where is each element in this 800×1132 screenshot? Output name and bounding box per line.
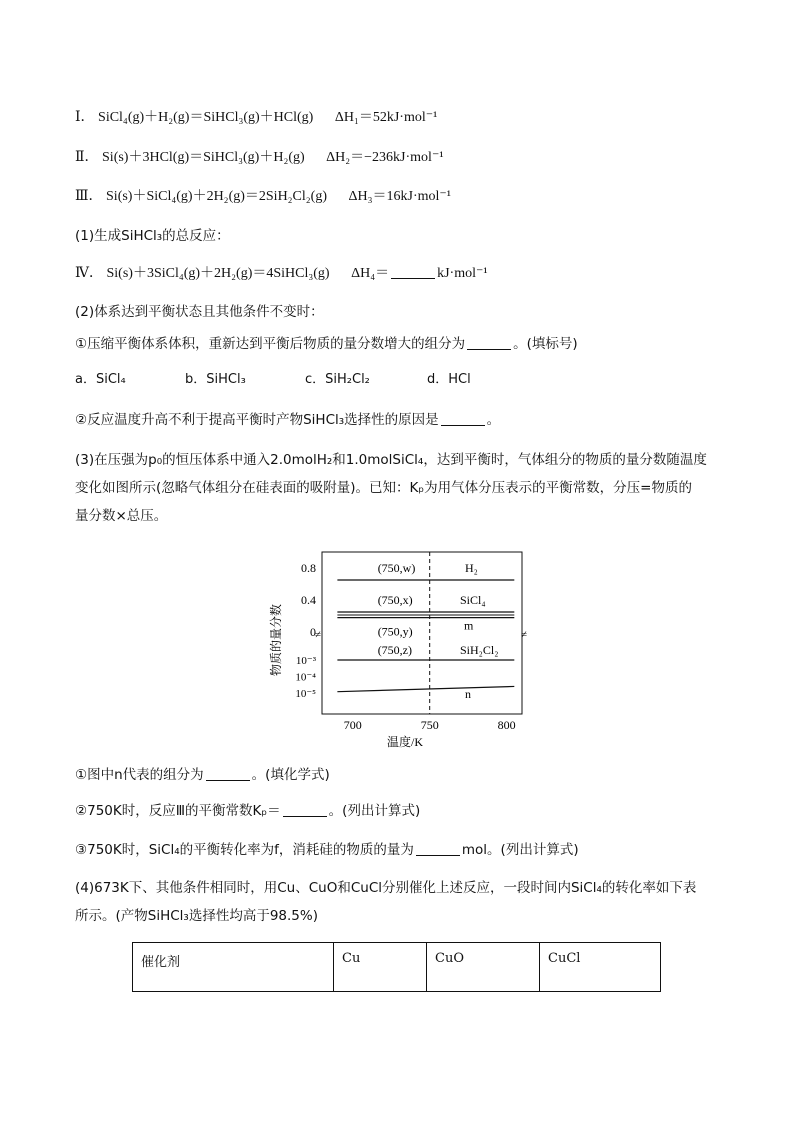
q3-sub3 (75, 840, 579, 860)
y-tick-label: 0.8 (301, 561, 316, 575)
q3-sub3-suffix: mol。(列出计算式) (461, 842, 579, 858)
answer-blank-q2-2[interactable] (441, 413, 485, 426)
point-label: (750,x) (377, 593, 413, 607)
q3-line1: (3)在压强为p₀的恒压体系中通入2.0molH₂和1.0molSiCl₄，达到平衡时，气体组分的物质的量分数随温度 (75, 452, 707, 468)
point-label: (750,w) (377, 561, 416, 575)
answer-blank-q3-2[interactable] (283, 804, 327, 817)
reaction-1-enthalpy: ΔH₁＝52kJ·mol⁻¹ (334, 110, 438, 125)
y-tick-label: 10⁻⁵ (295, 688, 316, 700)
option-c[interactable]: c．SiH₂Cl₂ (305, 372, 370, 387)
reaction-2-number: Ⅱ． (75, 150, 99, 165)
reaction-2-equation: Si(s)＋3HCl(g)＝SiHCl₃(g)＋H₂(g) (102, 150, 305, 165)
answer-blank-q3-3[interactable] (416, 843, 460, 856)
point-label: (750,z) (377, 643, 413, 657)
q2-sub1 (75, 334, 578, 354)
y-tick-label: 0 (310, 625, 316, 639)
q2-sub1-text: ①压缩平衡体系体积，重新达到平衡后物质的量分数增大的组分为 (75, 336, 466, 352)
series-name-label: SiCl₄ (460, 593, 486, 607)
q4-line2: 所示。(产物SiHCl₃选择性均高于98.5%) (75, 908, 318, 924)
y-axis-label: 物质的量分数 (269, 603, 283, 677)
table-header-cucl: CuCl (540, 943, 661, 992)
reaction-1-number: Ⅰ． (75, 110, 95, 125)
point-label: (750,y) (377, 624, 413, 639)
reaction-1-equation: SiCl₄(g)＋H₂(g)＝SiHCl₃(g)＋HCl(g) (98, 110, 314, 125)
x-axis-label: 温度/K (386, 735, 424, 748)
mole-fraction-chart (260, 548, 550, 748)
table-header-cu: Cu (334, 943, 427, 992)
reaction-4-number: Ⅳ． (75, 266, 103, 281)
reaction-3 (75, 187, 451, 207)
answer-blank-q3-1[interactable] (206, 768, 250, 781)
q3-line2: 变化如图所示(忽略气体组分在硅表面的吸附量)。已知：Kₚ为用气体分压表示的平衡常数，分压=物质的 (75, 480, 692, 496)
x-tick-label: 750 (420, 718, 439, 732)
q3-sub2 (75, 801, 420, 821)
y-tick-label: 10⁻⁴ (295, 671, 316, 684)
answer-blank-q2-1[interactable] (467, 337, 511, 350)
q2-sub2-suffix: 。 (486, 412, 501, 428)
q2-intro: (2)体系达到平衡状态且其他条件不变时： (75, 304, 324, 320)
q3-sub1 (75, 765, 330, 785)
q3-sub1-text: ①图中n代表的组分为 (75, 767, 204, 783)
table-row (133, 943, 661, 992)
axis-break-right: ≠ (520, 629, 528, 641)
series-name-label: m (464, 618, 474, 633)
reaction-4-enthalpy-prefix: ΔH₄＝ (351, 266, 390, 281)
x-tick-label: 700 (343, 718, 362, 732)
series-name-label: SiH₂Cl₂ (460, 643, 499, 657)
reaction-3-enthalpy: ΔH₃＝16kJ·mol⁻¹ (348, 189, 451, 204)
q3-sub3-text: ③750K时，SiCl₄的平衡转化率为f，消耗硅的物质的量为 (75, 842, 414, 858)
reaction-1 (75, 108, 437, 128)
y-tick-label: 0.4 (301, 593, 316, 607)
q1-intro: (1)生成SiHCl₃的总反应： (75, 228, 230, 244)
q3-sub2-text: ②750K时，反应Ⅲ的平衡常数Kₚ＝ (75, 803, 281, 819)
series-name-label: H₂ (465, 561, 478, 575)
answer-blank-dh4[interactable] (391, 266, 435, 279)
x-tick-label: 800 (497, 718, 516, 732)
table-header-cuo: CuO (427, 943, 540, 992)
q2-sub1-suffix: 。(填标号) (513, 336, 578, 352)
option-d[interactable]: d．HCl (427, 372, 471, 387)
series-name-label: n (465, 687, 471, 702)
q3-line3: 量分数×总压。 (75, 508, 168, 524)
reaction-3-equation: Si(s)＋SiCl₄(g)＋2H₂(g)＝2SiH₂Cl₂(g) (106, 189, 327, 204)
reaction-4-enthalpy-unit: kJ·mol⁻¹ (437, 266, 488, 281)
q2-options (75, 370, 471, 390)
reaction-4 (75, 264, 488, 284)
q2-sub2 (75, 410, 500, 430)
q3-sub1-suffix: 。(填化学式) (251, 767, 330, 783)
q2-sub2-text: ②反应温度升高不利于提高平衡时产物SiHCl₃选择性的原因是 (75, 412, 439, 428)
reaction-4-equation: Si(s)＋3SiCl₄(g)＋2H₂(g)＝4SiHCl₃(g) (106, 266, 330, 281)
option-a[interactable]: a．SiCl₄ (75, 372, 126, 387)
series-line-5 (337, 686, 514, 691)
q4-line1: (4)673K下、其他条件相同时，用Cu、CuO和CuCl分别催化上述反应，一段时间内SiCl₄的转化率如下表 (75, 880, 697, 896)
catalyst-table (132, 942, 661, 992)
reaction-3-number: Ⅲ． (75, 189, 103, 204)
y-tick-label: 10⁻³ (295, 655, 316, 667)
option-b[interactable]: b．SiHCl₃ (185, 372, 246, 387)
q3-sub2-suffix: 。(列出计算式) (328, 803, 421, 819)
reaction-2 (75, 148, 444, 168)
reaction-2-enthalpy: ΔH₂＝−236kJ·mol⁻¹ (326, 150, 444, 165)
axis-break-left: ≠ (314, 629, 322, 641)
table-header-catalyst: 催化剂 (133, 943, 334, 992)
